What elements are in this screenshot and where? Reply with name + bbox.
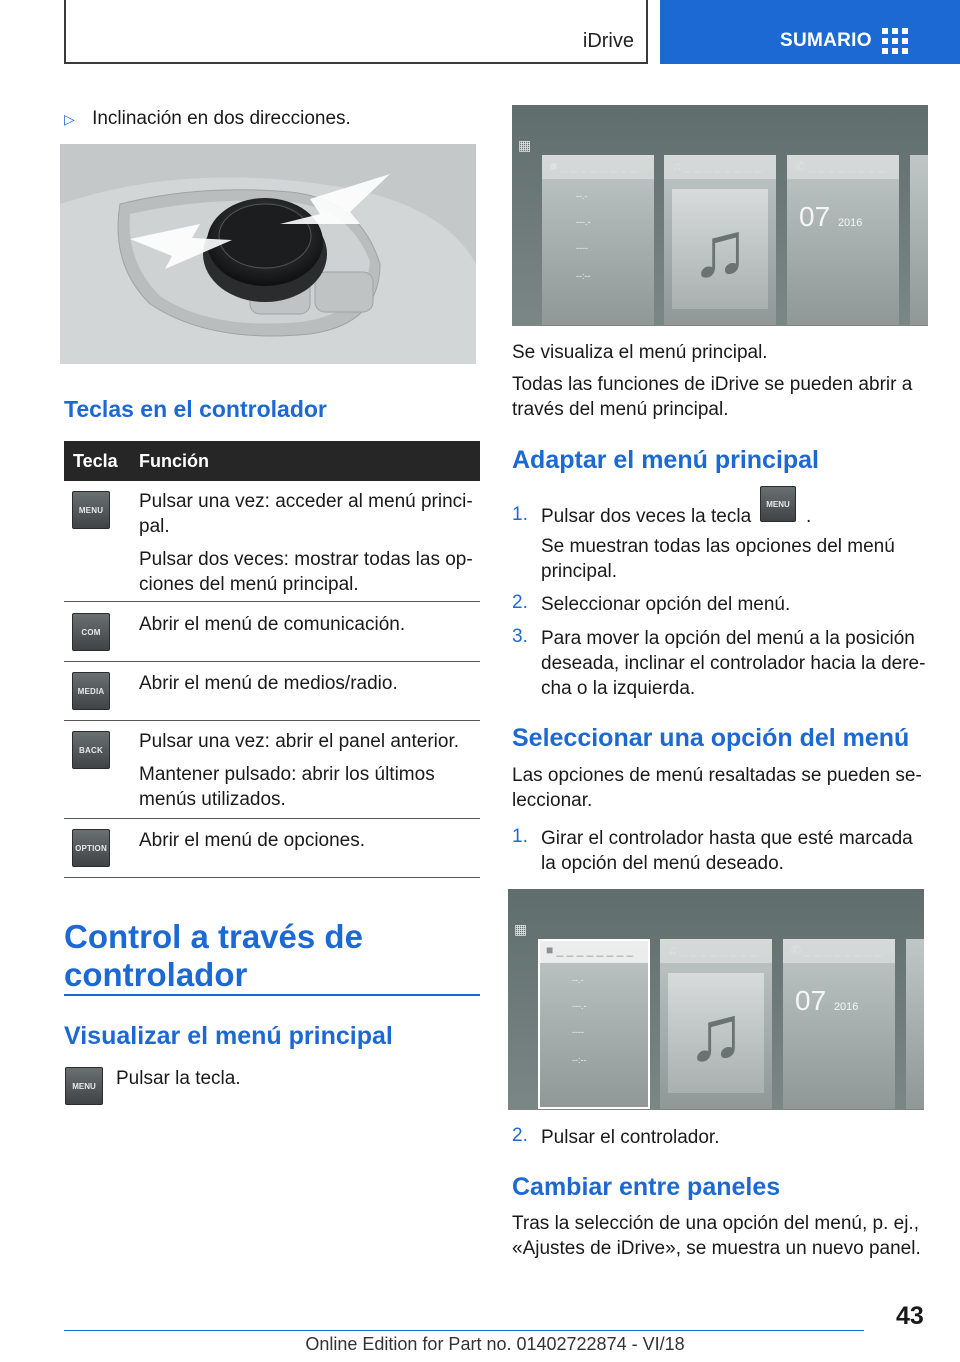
row-text: Abrir el menú de comunicación. [139, 614, 406, 635]
col-function-header: Función [139, 451, 209, 471]
menu-key-icon: MENU [65, 1067, 103, 1105]
table-row [64, 602, 480, 662]
phone-tile: ✆ _ _ _ _ _ _ _ _ 07 2016 [787, 155, 899, 325]
table-row [64, 662, 480, 721]
adapt-step-1: Pulsar dos veces la tecla [541, 506, 752, 527]
keys-table [64, 441, 480, 878]
header-frame [64, 0, 648, 64]
table-row [64, 819, 480, 878]
select-step-1: Girar el controlador hasta que esté marcada la opción del menú deseado. [541, 828, 913, 874]
phone-icon: ✆ [791, 943, 802, 957]
tilt-list-item: ▷ Inclinación en dos direcciones. [64, 108, 351, 129]
panels-icon: ▦ [514, 921, 528, 937]
music-note-icon: ♫ [668, 973, 764, 1093]
col-key-header: Tecla [73, 451, 118, 471]
summary-label: SUMARIO [780, 30, 872, 51]
footer-rule [64, 1330, 864, 1331]
row-text: Abrir el menú de medios/radio. [139, 673, 398, 694]
back-key-icon: BACK [72, 731, 110, 769]
edition-text: Online Edition for Part no. 01402722874 - VI/18 [305, 1334, 685, 1354]
panels-icon: ▦ [518, 137, 532, 153]
phone-tile: ✆ _ _ _ _ _ _ _ _ 07 2016 [783, 939, 895, 1109]
adapt-step-2: Seleccionar opción del menú. [541, 594, 791, 615]
table-header [64, 441, 480, 481]
switch-text: Tras la selección de una opción del menú, p. ej., «Ajustes de iDrive», se muestra un nuevo panel. [512, 1213, 921, 1259]
controller-photo [60, 144, 476, 364]
triangle-bullet-icon: ▷ [64, 111, 75, 127]
selected-menu-screen [508, 889, 924, 1110]
table-row [64, 481, 480, 602]
select-text: Las opciones de menú resaltadas se pueden se-leccionar. [512, 765, 922, 811]
row-text: Pulsar una vez: abrir el panel anterior. [139, 731, 460, 752]
grid-icon [882, 28, 908, 54]
next-tile [906, 939, 924, 1109]
phone-icon: ✆ [795, 159, 806, 173]
media-tile: ♫ _ _ _ _ _ _ _ _ ♫ [660, 939, 772, 1109]
car-icon: ■ [550, 159, 558, 173]
music-note-icon: ♫ [672, 159, 681, 173]
visualize-heading: Visualizar el menú principal [64, 1022, 393, 1050]
main-menu-shown: Se visualiza el menú principal. [512, 342, 768, 363]
all-functions-text: Todas las funciones de iDrive se pueden abrir a través del menú principal. [512, 374, 913, 420]
com-key-icon: COM [72, 613, 110, 651]
adapt-heading: Adaptar el menú principal [512, 446, 820, 474]
menu-key-icon: MENU [760, 486, 796, 522]
music-note-icon: ♫ [672, 189, 768, 309]
heading-rule [64, 994, 480, 996]
media-key-icon: MEDIA [72, 672, 110, 710]
main-menu-screen [512, 105, 928, 326]
adapt-step-3: Para mover la opción del menú a la posición deseada, inclinar el controlador hacia la dere-cha o la izquierda. [541, 628, 926, 699]
control-heading: Control a través de controlador [64, 918, 363, 993]
next-tile [910, 155, 928, 325]
select-heading: Seleccionar una opción del menú [512, 724, 910, 752]
keys-heading: Teclas en el controlador [64, 396, 327, 422]
menu-key-icon: MENU [72, 491, 110, 529]
page-number: 43 [896, 1302, 924, 1330]
car-icon: ■ [546, 943, 554, 957]
select-step-2: Pulsar el controlador. [541, 1127, 720, 1148]
option-key-icon: OPTION [72, 829, 110, 867]
media-tile: ♫ _ _ _ _ _ _ _ _ ♫ [664, 155, 776, 325]
switch-heading: Cambiar entre paneles [512, 1173, 781, 1201]
row-text: Pulsar dos veces: mostrar todas las op-ciones del menú principal. [139, 549, 473, 595]
summary-button[interactable] [660, 0, 960, 64]
row-text: Mantener pulsado: abrir los últimos menús utilizados. [139, 764, 435, 810]
music-note-icon: ♫ [668, 943, 677, 957]
vehicle-tile: ■ _ _ _ _ _ _ _ _ --.- ---.- ---- --:-- [542, 155, 654, 325]
visualize-text: Pulsar la tecla. [116, 1068, 241, 1089]
row-text: Abrir el menú de opciones. [139, 830, 366, 851]
vehicle-tile-highlighted: ■ _ _ _ _ _ _ _ _ --.- ---.- ---- --:-- [538, 939, 650, 1109]
table-row [64, 721, 480, 819]
chapter-title: iDrive [582, 30, 634, 52]
adapt-step-1-sub: Se muestran todas las opciones del menú principal. [541, 536, 895, 582]
row-text: Pulsar una vez: acceder al menú princi-pal. [139, 491, 473, 537]
